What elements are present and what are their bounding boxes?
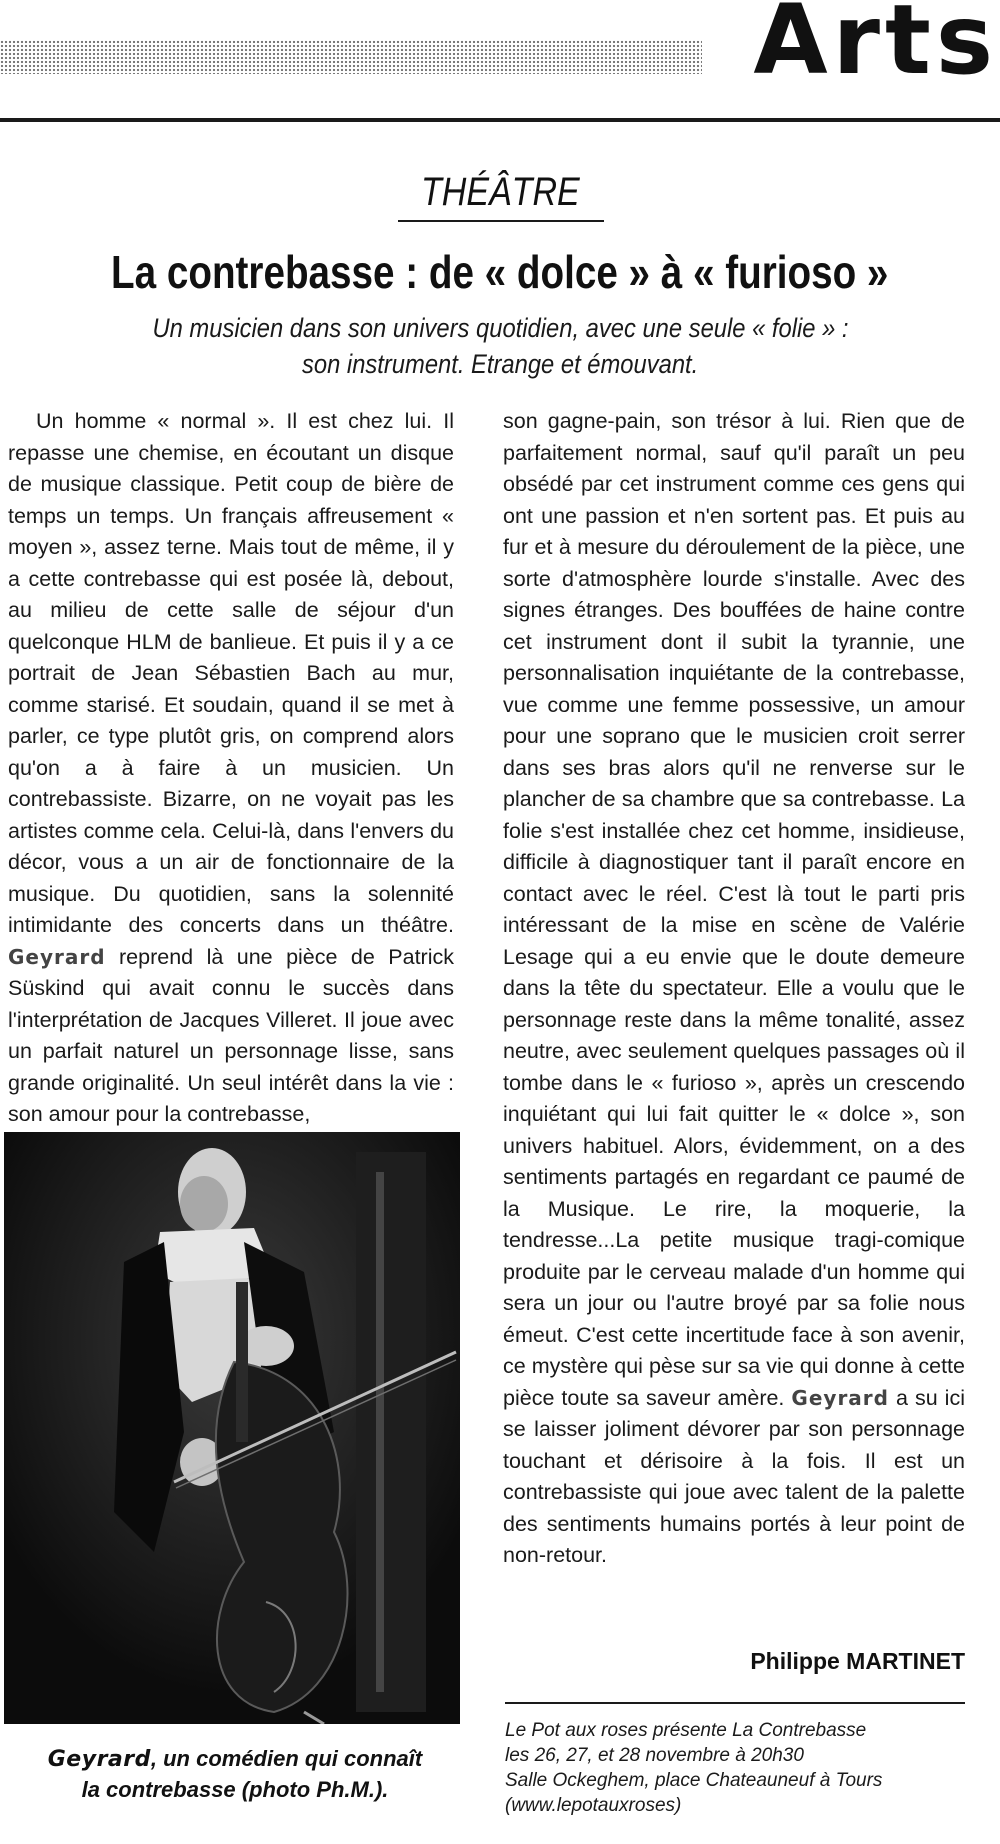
event-info-line-1: Le Pot aux roses présente La Contrebasse xyxy=(505,1720,867,1741)
lead-line-2: son instrument. Etrange et émouvant. xyxy=(301,349,699,379)
event-info-line-3: Salle Ockeghem, place Chateauneuf à Tours xyxy=(505,1770,883,1791)
masthead xyxy=(0,0,1000,120)
photo-caption xyxy=(0,1744,470,1805)
rubric-underline xyxy=(398,220,604,222)
body-text-col2-part1: son gagne-pain, son trésor à lui. Rien que de parfaitement normal, sauf qu'il paraît un peu obsédé par cet instrument comme ces gens qui ont une passion et n'en sortent pas. Et puis au fur et à mesure du déroulement de la pièce, une sorte d'atmosphère lourde s'installe. Avec des signes étranges. Des bouffées de haine contre cet instrument dont il subit la tyrannie, une personnalisation inquiétante de la contrebasse, vue comme une femme possessive, un amour pour une soprano que le musicien croit serrer dans ses bras alors qu'il ne renverse sur le plancher de sa chambre que sa contrebasse. La folie s'est installée chez cet homme, insidieuse, difficile à diagnostiquer tant il paraît encore en contact avec le réel. C'est là tout le parti pris intéressant de la mise en scène de Valérie Lesage qui a eu envie que le doute demeure dans la tête du spectateur. Elle a voulu que le personnage reste dans la même tonalité, assez neutre, avec seulement quelques passages où il tombe dans le « furioso », après un crescendo inquiétant qui lui fait quitter le « dolce », son univers habituel. Alors, évidemment, on a des sentiments partagés en regardant ce paumé de la Musique. Le rire, la moquerie, la tendresse...La petite musique tragi-comique produite par le cerveau malade d'un homme qui sera un jour ou l'autre broyé par sa folie nous émeut. C'est cette incertitude face à son avenir, ce mystère qui pèse sur sa vie qui donne à cette pièce toute sa saveur amère. xyxy=(503,409,965,1410)
body-text-col1-part1: Un homme « normal ». Il est chez lui. Il repasse une chemise, en écoutant un disque de musique classique. Petit coup de bière de temps un temps. Un français affreusement « moyen », assez terne. Mais tout de même, il y a cette contrebasse qui est posée là, debout, au milieu de cette salle de séjour d'un quelconque HLM de banlieue. Et puis il y a ce portrait de Jean Sébastien Bach au mur, comme starisé. Et soudain, quand il se met à parler, ce type plutôt gris, on comprend alors qu'on a à faire à un musicien. Un contrebassiste. Bizarre, on ne voyait pas les artistes comme cela. Celui-là, dans l'envers du décor, vous a un air de fonctionnaire de la musique. Du quotidien, sans la solennité intimidante des concerts dans un théâtre. xyxy=(8,409,454,937)
section-name: Arts xyxy=(753,0,998,96)
article-photo xyxy=(4,1132,460,1724)
event-info-url: (www.lepotauxroses) xyxy=(505,1795,682,1816)
lead-line-1: Un musicien dans son univers quotidien, avec une seule « folie » : xyxy=(151,313,849,343)
body-text-col2-part2: a su ici se laisser joliment dévorer par son personnage touchant et dérisoire à la fois. Il est un contrebassiste qui joue avec talent de la palette des sentiments humains portés à leur point de non-retour. xyxy=(503,1385,965,1567)
body-column-right xyxy=(503,406,965,1572)
masthead-dot-band xyxy=(0,40,702,74)
brand-name: Geyrard xyxy=(8,944,106,969)
headline: La contrebasse : de « dolce » à « furioso » xyxy=(111,246,889,298)
lead-paragraph xyxy=(0,310,1000,382)
body-column-left xyxy=(8,406,454,1131)
byline: Philippe MARTINET xyxy=(750,1648,965,1674)
masthead-rule xyxy=(0,118,1000,122)
brand-name: Geyrard xyxy=(791,1385,889,1410)
caption-name: Geyrard xyxy=(47,1747,151,1772)
body-text-col1-part2: reprend là une pièce de Patrick Süskind qui avait connu le succès dans l'interprétation de Jacques Villeret. Il joue avec un parfait naturel un personnage lisse, sans grande originalité. Un seul intérêt dans la vie : son amour pour la contrebasse, xyxy=(8,944,454,1126)
info-top-rule xyxy=(505,1702,965,1704)
rubric: THÉÂTRE xyxy=(420,170,580,214)
caption-text-2: la contrebasse (photo Ph.M.). xyxy=(81,1777,389,1802)
caption-text-1: , un comédien qui connaît xyxy=(150,1746,423,1771)
event-info xyxy=(505,1718,965,1818)
event-info-line-2: les 26, 27, et 28 novembre à 20h30 xyxy=(505,1745,804,1766)
